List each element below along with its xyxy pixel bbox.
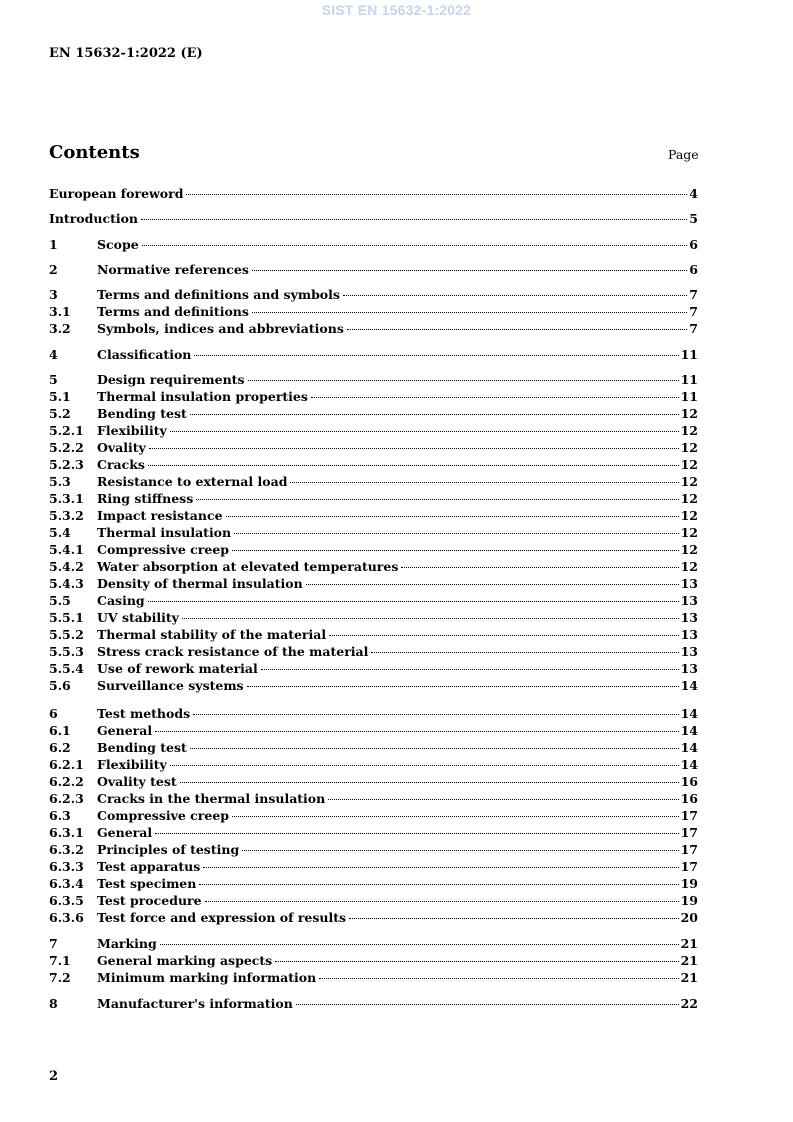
- toc-entry[interactable]: [49, 875, 698, 892]
- toc-entry-title: Design requirements: [97, 372, 245, 387]
- toc-entry-number: 6.3.4: [49, 876, 84, 891]
- toc-entry-page: 6: [689, 262, 698, 277]
- toc-entry[interactable]: [49, 422, 698, 439]
- toc-dot-leader: [306, 583, 679, 585]
- toc-entry-title: Test procedure: [97, 893, 202, 908]
- toc-entry-title: European foreword: [49, 186, 184, 201]
- toc-entry-page: 21: [680, 953, 698, 968]
- toc-dot-leader: [186, 193, 687, 195]
- toc-entry-number: 6.3.2: [49, 842, 84, 857]
- toc-dot-leader: [199, 883, 678, 885]
- toc-entry-number: 6.1: [49, 723, 71, 738]
- toc-entry[interactable]: [49, 286, 698, 303]
- toc-entry[interactable]: [49, 405, 698, 422]
- toc-entry-number: 7.1: [49, 953, 71, 968]
- toc-entry[interactable]: [49, 592, 698, 609]
- page-column-label: Page: [668, 147, 699, 162]
- toc-dot-leader: [343, 294, 687, 296]
- toc-entry-page: 21: [680, 936, 698, 951]
- toc-entry-page: 12: [680, 457, 698, 472]
- toc-entry-number: 5.2: [49, 406, 71, 421]
- toc-dot-leader: [248, 379, 679, 381]
- toc-entry-page: 12: [680, 542, 698, 557]
- toc-dot-leader: [319, 977, 678, 979]
- toc-dot-leader: [290, 481, 678, 483]
- toc-entry-number: 5.2.3: [49, 457, 84, 472]
- toc-entry-number: 5.3: [49, 474, 71, 489]
- toc-entry-title: Surveillance systems: [97, 678, 244, 693]
- toc-dot-leader: [149, 447, 679, 449]
- toc-entry-title: Introduction: [49, 211, 139, 226]
- toc-entry[interactable]: [49, 790, 698, 807]
- toc-entry-number: 1: [49, 237, 58, 252]
- toc-entry-title: Casing: [97, 593, 145, 608]
- toc-entry-number: 5.5: [49, 593, 71, 608]
- toc-entry-page: 6: [689, 237, 698, 252]
- toc-dot-leader: [261, 668, 679, 670]
- toc-entry-page: 20: [680, 910, 698, 925]
- toc-entry-page: 12: [680, 423, 698, 438]
- toc-entry-number: 7.2: [49, 970, 71, 985]
- toc-entry-page: 17: [680, 842, 698, 857]
- toc-entry[interactable]: [49, 892, 698, 909]
- toc-entry-page: 17: [680, 859, 698, 874]
- toc-entry-number: 5.2.2: [49, 440, 84, 455]
- toc-entry-page: 12: [680, 525, 698, 540]
- toc-entry[interactable]: [49, 969, 698, 986]
- toc-entry[interactable]: [49, 858, 698, 875]
- toc-dot-leader: [371, 651, 678, 653]
- toc-entry[interactable]: [49, 490, 698, 507]
- toc-dot-leader: [193, 713, 678, 715]
- toc-dot-leader: [190, 413, 679, 415]
- toc-entry-title: Thermal insulation properties: [97, 389, 308, 404]
- toc-entry-page: 13: [680, 627, 698, 642]
- toc-entry[interactable]: [49, 643, 698, 660]
- toc-entry-page: 11: [680, 372, 698, 387]
- toc-entry-title: Stress crack resistance of the material: [97, 644, 369, 659]
- toc-dot-leader: [148, 600, 679, 602]
- toc-entry[interactable]: [49, 456, 698, 473]
- toc-dot-leader: [349, 917, 679, 919]
- toc-entry-number: 5.4.1: [49, 542, 84, 557]
- toc-entry-number: 5.5.4: [49, 661, 84, 676]
- toc-entry-number: 5.2.1: [49, 423, 84, 438]
- toc-entry-page: 14: [680, 678, 698, 693]
- toc-entry[interactable]: [49, 210, 698, 227]
- toc-entry[interactable]: [49, 320, 698, 337]
- toc-entry-number: 6.2.1: [49, 757, 84, 772]
- toc-dot-leader: [196, 498, 678, 500]
- toc-entry-title: Bending test: [97, 406, 187, 421]
- toc-entry-page: 12: [680, 491, 698, 506]
- toc-entry-page: 19: [680, 893, 698, 908]
- toc-entry-title: Cracks in the thermal insulation: [97, 791, 326, 806]
- toc-entry-title: Resistance to external load: [97, 474, 288, 489]
- toc-entry-number: 5: [49, 372, 58, 387]
- toc-dot-leader: [170, 430, 679, 432]
- toc-entry[interactable]: [49, 807, 698, 824]
- toc-entry-page: 12: [680, 440, 698, 455]
- toc-entry[interactable]: [49, 371, 698, 388]
- toc-entry-title: Ovality test: [97, 774, 177, 789]
- toc-entry[interactable]: [49, 909, 698, 926]
- toc-entry-number: 5.5.2: [49, 627, 84, 642]
- toc-entry-number: 6.3.1: [49, 825, 84, 840]
- toc-entry-number: 5.5.1: [49, 610, 84, 625]
- toc-entry-title: Principles of testing: [97, 842, 240, 857]
- toc-dot-leader: [296, 1003, 679, 1005]
- toc-entry-number: 3.1: [49, 304, 71, 319]
- toc-dot-leader: [148, 464, 679, 466]
- toc-entry-page: 12: [680, 508, 698, 523]
- toc-entry-number: 8: [49, 996, 58, 1011]
- toc-entry[interactable]: [49, 677, 698, 694]
- toc-entry[interactable]: [49, 346, 698, 363]
- toc-entry-page: 11: [680, 389, 698, 404]
- toc-entry[interactable]: [49, 739, 698, 756]
- toc-entry[interactable]: [49, 773, 698, 790]
- toc-entry-page: 13: [680, 644, 698, 659]
- toc-entry-title: Minimum marking information: [97, 970, 317, 985]
- toc-entry-title: Classification: [97, 347, 192, 362]
- toc-entry-page: 16: [680, 791, 698, 806]
- toc-entry-page: 14: [680, 740, 698, 755]
- toc-entry-number: 6.3.3: [49, 859, 84, 874]
- toc-entry[interactable]: [49, 388, 698, 405]
- toc-dot-leader: [234, 532, 678, 534]
- watermark-text: SIST EN 15632-1:2022: [321, 2, 472, 18]
- toc-entry-number: 5.5.3: [49, 644, 84, 659]
- toc-entry-page: 13: [680, 610, 698, 625]
- toc-entry-number: 4: [49, 347, 58, 362]
- toc-entry-title: Test specimen: [97, 876, 197, 891]
- toc-entry[interactable]: [49, 261, 698, 278]
- toc-entry-number: 5.1: [49, 389, 71, 404]
- toc-entry-number: 6.3.6: [49, 910, 84, 925]
- toc-entry[interactable]: [49, 575, 698, 592]
- toc-entry-number: 5.4.2: [49, 559, 84, 574]
- toc-entry-title: Test force and expression of results: [97, 910, 347, 925]
- toc-entry-page: 16: [680, 774, 698, 789]
- toc-entry-number: 6.3: [49, 808, 71, 823]
- toc-entry[interactable]: [49, 841, 698, 858]
- toc-entry-page: 12: [680, 406, 698, 421]
- toc-dot-leader: [311, 396, 679, 398]
- toc-entry[interactable]: [49, 995, 698, 1012]
- toc-entry-number: 6.3.5: [49, 893, 84, 908]
- toc-entry[interactable]: [49, 185, 698, 202]
- toc-dot-leader: [182, 617, 679, 619]
- toc-entry[interactable]: [49, 541, 698, 558]
- toc-entry[interactable]: [49, 524, 698, 541]
- toc-entry-number: 2: [49, 262, 58, 277]
- toc-dot-leader: [155, 730, 678, 732]
- toc-entry-page: 4: [689, 186, 698, 201]
- toc-entry-page: 11: [680, 347, 698, 362]
- toc-dot-leader: [252, 311, 687, 313]
- toc-entry-page: 19: [680, 876, 698, 891]
- toc-entry-title: UV stability: [97, 610, 179, 625]
- toc-entry[interactable]: [49, 507, 698, 524]
- toc-entry-page: 14: [680, 757, 698, 772]
- toc-entry-page: 17: [680, 808, 698, 823]
- toc-dot-leader: [252, 269, 687, 271]
- toc-entry-title: Thermal insulation: [97, 525, 232, 540]
- toc-entry-title: Impact resistance: [97, 508, 223, 523]
- toc-dot-leader: [226, 515, 679, 517]
- toc-dot-leader: [247, 685, 679, 687]
- toc-entry-title: Manufacturer's information: [97, 996, 293, 1011]
- toc-entry-page: 22: [680, 996, 698, 1011]
- toc-dot-leader: [242, 849, 678, 851]
- toc-dot-leader: [232, 815, 679, 817]
- toc-entry[interactable]: [49, 558, 698, 575]
- toc-dot-leader: [232, 549, 679, 551]
- toc-entry-number: 3.2: [49, 321, 71, 336]
- toc-entry-page: 5: [689, 211, 698, 226]
- contents-title: Contents: [49, 142, 140, 163]
- toc-dot-leader: [141, 218, 687, 220]
- toc-entry[interactable]: [49, 756, 698, 773]
- toc-dot-leader: [275, 960, 678, 962]
- toc-entry-title: Compressive creep: [97, 808, 230, 823]
- toc-entry[interactable]: [49, 609, 698, 626]
- toc-dot-leader: [160, 943, 679, 945]
- toc-entry-page: 21: [680, 970, 698, 985]
- toc-entry-title: Flexibility: [97, 423, 167, 438]
- toc-entry-page: 7: [689, 321, 698, 336]
- toc-dot-leader: [347, 328, 687, 330]
- toc-entry[interactable]: [49, 439, 698, 456]
- toc-dot-leader: [180, 781, 679, 783]
- toc-entry-page: 14: [680, 706, 698, 721]
- page-number: 2: [49, 1069, 59, 1084]
- toc-entry[interactable]: [49, 722, 698, 739]
- toc-entry-number: 5.3.1: [49, 491, 84, 506]
- toc-entry-number: 5.6: [49, 678, 71, 693]
- toc-dot-leader: [170, 764, 679, 766]
- toc-entry-title: Symbols, indices and abbreviations: [97, 321, 344, 336]
- toc-entry-title: General marking aspects: [97, 953, 273, 968]
- toc-entry[interactable]: [49, 473, 698, 490]
- toc-entry-page: 12: [680, 474, 698, 489]
- toc-entry-page: 13: [680, 576, 698, 591]
- toc-dot-leader: [190, 747, 679, 749]
- toc-dot-leader: [203, 866, 678, 868]
- toc-entry[interactable]: [49, 824, 698, 841]
- toc-entry-title: Density of thermal insulation: [97, 576, 303, 591]
- toc-entry-title: Normative references: [97, 262, 249, 277]
- toc-entry[interactable]: [49, 952, 698, 969]
- toc-entry[interactable]: [49, 303, 698, 320]
- toc-entry-title: Cracks: [97, 457, 145, 472]
- toc-entry-title: Compressive creep: [97, 542, 230, 557]
- toc-entry-title: Terms and definitions and symbols: [97, 287, 340, 302]
- toc-entry-title: Ring stiffness: [97, 491, 194, 506]
- toc-entry[interactable]: [49, 935, 698, 952]
- toc-entry[interactable]: [49, 660, 698, 677]
- toc-dot-leader: [155, 832, 678, 834]
- toc-dot-leader: [329, 634, 678, 636]
- toc-dot-leader: [401, 566, 678, 568]
- toc-entry-title: Test methods: [97, 706, 191, 721]
- toc-entry-page: 13: [680, 661, 698, 676]
- toc-entry-page: 13: [680, 593, 698, 608]
- toc-entry-page: 12: [680, 559, 698, 574]
- toc-entry-title: Test apparatus: [97, 859, 201, 874]
- toc-entry-title: Scope: [97, 237, 139, 252]
- toc-entry-number: 3: [49, 287, 58, 302]
- toc-dot-leader: [194, 354, 678, 356]
- toc-entry-page: 7: [689, 287, 698, 302]
- toc-dot-leader: [205, 900, 679, 902]
- toc-entry-title: General: [97, 723, 153, 738]
- toc-entry-title: Use of rework material: [97, 661, 258, 676]
- toc-entry-page: 14: [680, 723, 698, 738]
- toc-entry-title: Flexibility: [97, 757, 167, 772]
- toc-entry-number: 5.4: [49, 525, 71, 540]
- toc-entry[interactable]: [49, 705, 698, 722]
- toc-entry-number: 6: [49, 706, 58, 721]
- toc-entry-title: Marking: [97, 936, 157, 951]
- document-id: EN 15632-1:2022 (E): [49, 46, 203, 61]
- toc-entry-title: Thermal stability of the material: [97, 627, 327, 642]
- toc-dot-leader: [142, 244, 688, 246]
- toc-entry-number: 6.2: [49, 740, 71, 755]
- toc-entry-title: General: [97, 825, 153, 840]
- toc-entry-title: Ovality: [97, 440, 146, 455]
- toc-entry-page: 7: [689, 304, 698, 319]
- toc-entry-number: 7: [49, 936, 58, 951]
- toc-entry-page: 17: [680, 825, 698, 840]
- toc-entry-number: 5.4.3: [49, 576, 84, 591]
- toc-entry[interactable]: [49, 236, 698, 253]
- toc-entry-number: 6.2.2: [49, 774, 84, 789]
- toc-entry-title: Bending test: [97, 740, 187, 755]
- toc-entry-number: 5.3.2: [49, 508, 84, 523]
- toc-entry-title: Terms and definitions: [97, 304, 249, 319]
- toc-entry-number: 6.2.3: [49, 791, 84, 806]
- toc-entry[interactable]: [49, 626, 698, 643]
- toc-dot-leader: [328, 798, 678, 800]
- toc-entry-title: Water absorption at elevated temperatures: [97, 559, 399, 574]
